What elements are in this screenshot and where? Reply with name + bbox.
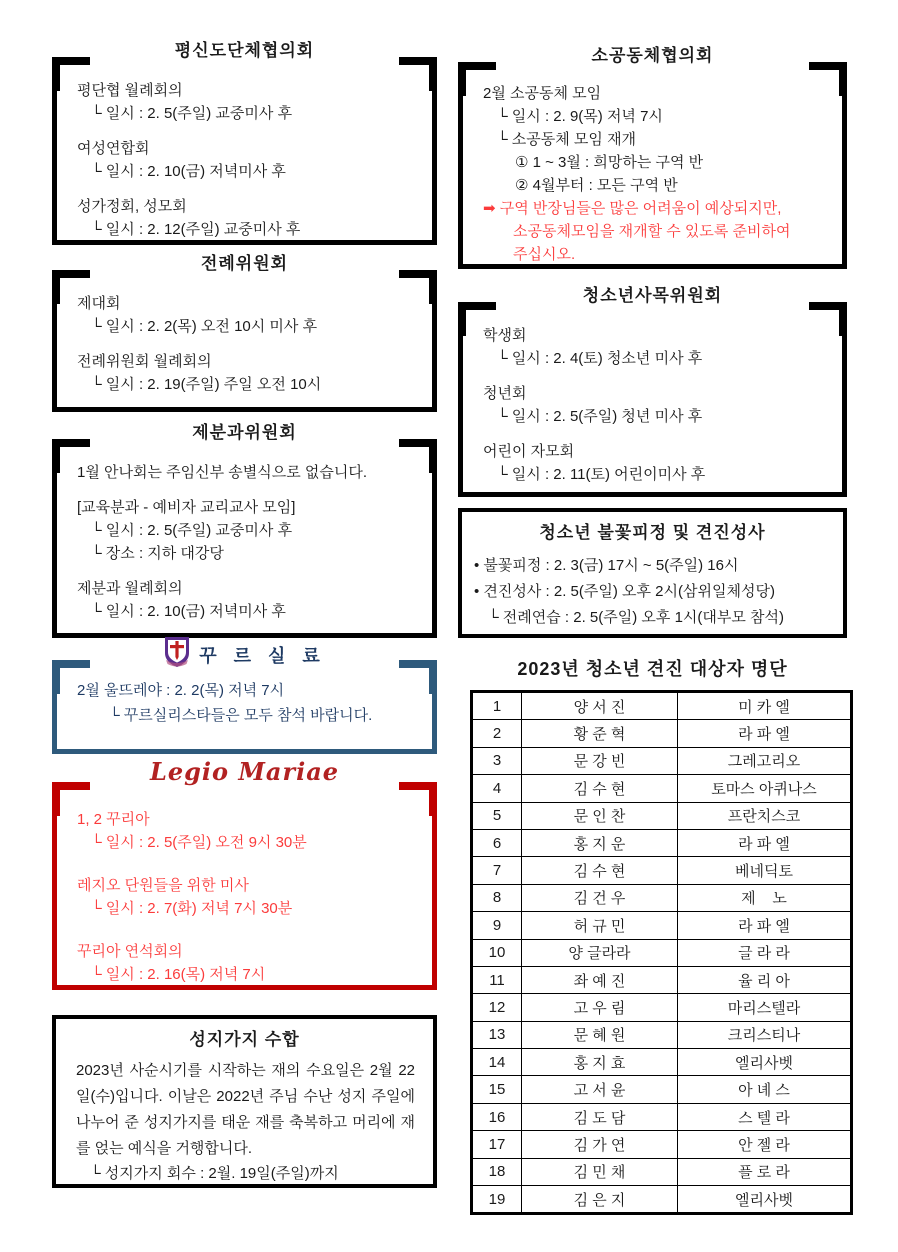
- text-line: 레지오 단원들을 위한 미사: [77, 877, 249, 894]
- baptismal-name-cell: 크리스티나: [678, 1021, 852, 1048]
- table-row: [472, 1131, 852, 1158]
- row-number-cell: 9: [472, 912, 522, 939]
- section-title: 소공동체협의회: [591, 46, 714, 65]
- text-line: 여성연합회: [77, 140, 150, 157]
- table-row: [472, 747, 852, 774]
- baptismal-name-cell: 아 녜 스: [678, 1076, 852, 1103]
- text-line: 1월 안나회는 주임신부 송별식으로 없습니다.: [77, 464, 368, 481]
- table-row: [472, 1103, 852, 1130]
- table-row: [472, 1049, 852, 1076]
- baptismal-name-cell: 라 파 엘: [678, 829, 852, 856]
- section-content: [57, 447, 432, 623]
- section-content: [462, 545, 843, 631]
- name-cell: 고 서 윤: [522, 1076, 678, 1103]
- name-cell: 양 글라라: [522, 939, 678, 966]
- section-subcommittees: [52, 423, 437, 638]
- bracket-corner: [52, 782, 90, 816]
- row-number-cell: 16: [472, 1103, 522, 1130]
- baptismal-name-cell: 토마스 아퀴나스: [678, 775, 852, 802]
- baptismal-name-cell: 안 젤 라: [678, 1131, 852, 1158]
- baptismal-name-cell: 프란치스코: [678, 802, 852, 829]
- text-line: └ 일시 : 2. 5(주일) 청년 미사 후: [497, 408, 703, 425]
- text-line: 소공동체모임을 재개할 수 있도록 준비하여: [513, 223, 791, 240]
- table-row: [472, 994, 852, 1021]
- baptismal-name-cell: 율 리 아: [678, 966, 852, 993]
- name-cell: 좌 예 진: [522, 966, 678, 993]
- row-number-cell: 15: [472, 1076, 522, 1103]
- section-lay-council: [52, 41, 437, 245]
- baptismal-name-cell: 그레고리오: [678, 747, 852, 774]
- text-line: • 견진성사 : 2. 5(주일) 오후 2시(삼위일체성당): [474, 583, 775, 600]
- text-line: └ 장소 : 지하 대강당: [91, 545, 224, 562]
- baptismal-name-cell: 베네딕토: [678, 857, 852, 884]
- row-number-cell: 2: [472, 720, 522, 747]
- section-title: 성지가지 수합: [189, 1030, 300, 1049]
- section-content: [56, 1052, 433, 1185]
- name-cell: 홍 지 효: [522, 1049, 678, 1076]
- table-row: [472, 1158, 852, 1185]
- confirmation-candidates-table: [470, 690, 853, 1215]
- text-line: └ 일시 : 2. 9(목) 저녁 7시: [497, 108, 663, 125]
- baptismal-name-cell: 엘리사벳: [678, 1186, 852, 1214]
- text-line: └ 일시 : 2. 19(주일) 주일 오전 10시: [91, 376, 322, 393]
- section-youth-ministry-committee: [458, 286, 847, 497]
- section-content: [57, 668, 432, 728]
- text-line: └ 일시 : 2. 12(주일) 교중미사 후: [91, 221, 301, 238]
- name-cell: 김 건 우: [522, 884, 678, 911]
- section-liturgy-committee: [52, 254, 437, 412]
- text-line: [교육분과 - 예비자 교리교사 모임]: [77, 499, 296, 516]
- baptismal-name-cell: 미 카 엘: [678, 692, 852, 720]
- name-cell: 김 가 연: [522, 1131, 678, 1158]
- row-number-cell: 19: [472, 1186, 522, 1214]
- text-line: └ 일시 : 2. 5(주일) 교중미사 후: [91, 105, 293, 122]
- section-youth-retreat-confirmation: [458, 508, 847, 638]
- row-number-cell: 5: [472, 802, 522, 829]
- section-title-text: 꾸 르 실 료: [199, 645, 326, 666]
- text-line: └ 일시 : 2. 10(금) 저녁미사 후: [91, 163, 286, 180]
- text-line: └ 꾸르실리스타들은 모두 참석 바랍니다.: [109, 707, 373, 724]
- row-number-cell: 13: [472, 1021, 522, 1048]
- name-cell: 문 강 빈: [522, 747, 678, 774]
- section-cursillo: [52, 645, 437, 754]
- table-row: [472, 829, 852, 856]
- name-cell: 홍 지 운: [522, 829, 678, 856]
- table-row: [472, 912, 852, 939]
- text-line: └ 일시 : 2. 11(토) 어린이미사 후: [497, 466, 706, 483]
- text-line: ① 1 ~ 3월 : 희망하는 구역 반: [515, 154, 704, 171]
- row-number-cell: 14: [472, 1049, 522, 1076]
- name-cell: 김 수 현: [522, 775, 678, 802]
- baptismal-name-cell: 라 파 엘: [678, 912, 852, 939]
- row-number-cell: 17: [472, 1131, 522, 1158]
- text-line: └ 성지가지 회수 : 2월. 19일(주일)까지: [90, 1165, 339, 1182]
- row-number-cell: 18: [472, 1158, 522, 1185]
- name-cell: 문 인 찬: [522, 802, 678, 829]
- text-line: └ 일시 : 2. 5(주일) 오전 9시 30분: [91, 834, 307, 851]
- text-line: 어린이 자모회: [483, 443, 575, 460]
- text-line: 전례위원회 월례회의: [77, 353, 212, 370]
- text-line: └ 일시 : 2. 5(주일) 교중미사 후: [91, 522, 293, 539]
- section-title: 평신도단체협의회: [174, 41, 315, 60]
- baptismal-name-cell: 스 텔 라: [678, 1103, 852, 1130]
- name-cell: 김 수 현: [522, 857, 678, 884]
- table-row: [472, 1021, 852, 1048]
- section-title: Legio Mariae: [149, 757, 340, 786]
- text-line: 주십시오.: [513, 246, 576, 263]
- section-palm-branch-collection: [52, 1015, 437, 1188]
- text-line: └ 전례연습 : 2. 5(주일) 오후 1시(대부모 참석): [488, 609, 785, 626]
- section-content: [57, 65, 432, 241]
- name-cell: 양 서 진: [522, 692, 678, 720]
- cursillo-shield-icon: [163, 636, 191, 675]
- baptismal-name-cell: 제 노: [678, 884, 852, 911]
- text-line: 2023년 사순시기를 시작하는 재의 수요일은 2월 22일(수)입니다. 이날은 2022년 주님 수난 성지 주일에 나누어 준 성지가지를 태운 재를 축복하고 머리에 재를 얹는 예식을 거행합니다.: [76, 1062, 415, 1157]
- section-title: [57, 636, 432, 675]
- name-cell: 김 도 담: [522, 1103, 678, 1130]
- section-title: 청소년 불꽃피정 및 견진성사: [539, 523, 766, 542]
- row-number-cell: 8: [472, 884, 522, 911]
- text-line: 학생회: [483, 327, 527, 344]
- text-line: 꾸리아 연석회의: [77, 943, 183, 960]
- text-line: 제대회: [77, 295, 121, 312]
- text-line: 성가정회, 성모회: [77, 198, 187, 215]
- section-title: 전례위원회: [200, 254, 289, 273]
- section-content: [463, 310, 842, 486]
- table-row: [472, 966, 852, 993]
- text-line: 1, 2 꾸리아: [77, 811, 150, 828]
- name-cell: 김 은 지: [522, 1186, 678, 1214]
- text-line: └ 일시 : 2. 4(토) 청소년 미사 후: [497, 350, 703, 367]
- table-row: [472, 802, 852, 829]
- text-line: └ 일시 : 2. 10(금) 저녁미사 후: [91, 603, 286, 620]
- baptismal-name-cell: 글 라 라: [678, 939, 852, 966]
- text-line: 2월 소공동체 모임: [483, 85, 602, 102]
- row-number-cell: 7: [472, 857, 522, 884]
- row-number-cell: 4: [472, 775, 522, 802]
- confirmation-table-title: 2023년 청소년 견진 대상자 명단: [517, 659, 788, 679]
- text-line: ② 4월부터 : 모든 구역 반: [515, 177, 678, 194]
- section-content: [57, 278, 432, 396]
- section-title: 제분과위원회: [192, 423, 297, 442]
- section-title: 청소년사목위원회: [582, 286, 723, 305]
- section-small-community-council: [458, 46, 847, 269]
- text-line: ➡ 구역 반장님들은 많은 어려움이 예상되지만,: [483, 200, 782, 217]
- row-number-cell: 3: [472, 747, 522, 774]
- section-legio-mariae: [52, 757, 437, 990]
- text-line: 제분과 월례회의: [77, 580, 183, 597]
- name-cell: 문 혜 원: [522, 1021, 678, 1048]
- table-row: [472, 775, 852, 802]
- table-row: [472, 857, 852, 884]
- baptismal-name-cell: 플 로 라: [678, 1158, 852, 1185]
- bracket-corner: [399, 782, 437, 816]
- baptismal-name-cell: 라 파 엘: [678, 720, 852, 747]
- table-row: [472, 692, 852, 720]
- row-number-cell: 11: [472, 966, 522, 993]
- name-cell: 황 준 혁: [522, 720, 678, 747]
- table-row: [472, 939, 852, 966]
- name-cell: 허 규 민: [522, 912, 678, 939]
- text-line: └ 일시 : 2. 16(목) 저녁 7시: [91, 966, 266, 983]
- text-line: 평단협 월례회의: [77, 82, 183, 99]
- table-row: [472, 720, 852, 747]
- baptismal-name-cell: 엘리사벳: [678, 1049, 852, 1076]
- name-cell: 고 우 림: [522, 994, 678, 1021]
- text-line: └ 일시 : 2. 7(화) 저녁 7시 30분: [91, 900, 293, 917]
- baptismal-name-cell: 마리스텔라: [678, 994, 852, 1021]
- table-row: [472, 1186, 852, 1214]
- row-number-cell: 6: [472, 829, 522, 856]
- table-row: [472, 1076, 852, 1103]
- name-cell: 김 민 채: [522, 1158, 678, 1185]
- text-line: 청년회: [483, 385, 527, 402]
- row-number-cell: 12: [472, 994, 522, 1021]
- text-line: └ 일시 : 2. 2(목) 오전 10시 미사 후: [91, 318, 318, 335]
- text-line: 2월 울뜨레야 : 2. 2(목) 저녁 7시: [77, 682, 285, 699]
- row-number-cell: 10: [472, 939, 522, 966]
- table-row: [472, 884, 852, 911]
- row-number-cell: 1: [472, 692, 522, 720]
- section-content: [463, 70, 842, 266]
- section-content: [57, 790, 432, 986]
- text-line: └ 소공동체 모임 재개: [497, 131, 637, 148]
- text-line: • 불꽃피정 : 2. 3(금) 17시 ~ 5(주일) 16시: [474, 557, 739, 574]
